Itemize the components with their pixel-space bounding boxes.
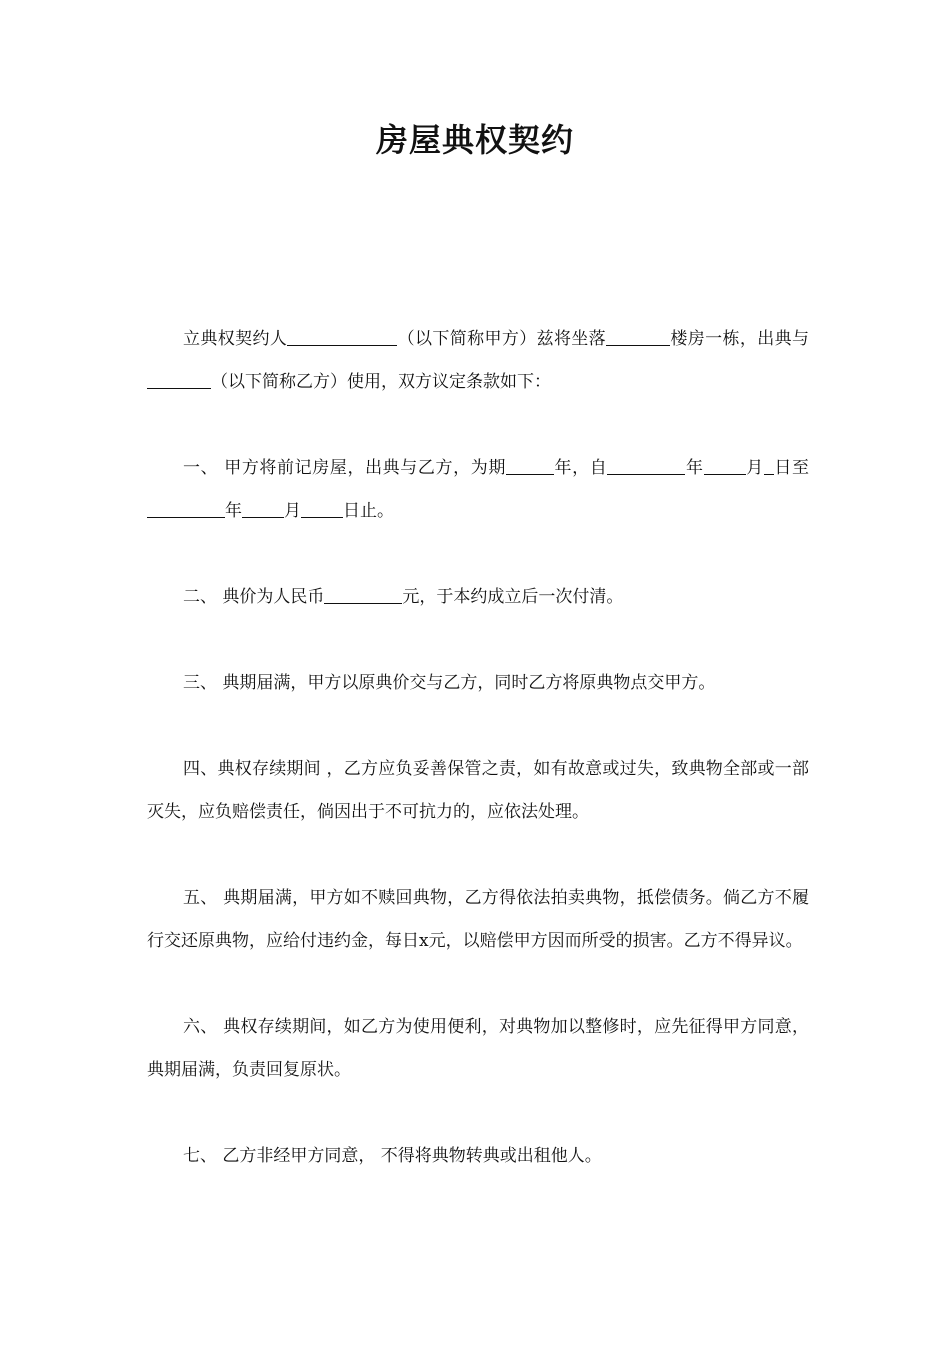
preamble-text-4: （以下简称乙方）使用，双方议定条款如下： <box>211 372 551 392</box>
preamble-text-2: （以下简称甲方）兹将坐落 <box>397 329 607 349</box>
start-year-blank <box>607 457 685 475</box>
clause-1-text-1: 一、 甲方将前记房屋，出典与乙方，为期 <box>183 458 506 478</box>
end-month-blank <box>242 500 284 518</box>
property-location-blank <box>606 328 670 346</box>
preamble-text-1: 立典权契约人 <box>183 329 288 349</box>
clause-1-text-8: 日止。 <box>343 501 394 521</box>
clause-6-paragraph: 六、 典权存续期间，如乙方为使用便利，对典物加以整修时，应先征得甲方同意，典期届满，负责回复原状。 <box>147 1017 809 1080</box>
clause-1-text-6: 年 <box>225 501 242 521</box>
clause-2-text-1: 二、 典价为人民币 <box>183 587 325 607</box>
start-day-blank <box>764 457 774 475</box>
document-body <box>147 318 809 1221</box>
clause-1-paragraph <box>147 447 809 533</box>
party-b-name-blank <box>147 371 211 389</box>
document-title: 房屋典权契约 <box>375 121 574 159</box>
clause-2-text-2: 元，于本约成立后一次付清。 <box>402 587 624 607</box>
clause-1-text-7: 月 <box>284 501 301 521</box>
clause-1-text-2: 年，自 <box>553 458 608 478</box>
party-a-name-blank <box>287 328 397 346</box>
clause-1-text-3: 年 <box>685 458 704 478</box>
price-amount-blank <box>324 586 402 604</box>
term-years-blank <box>506 457 554 475</box>
clause-1-text-5: 日至 <box>773 458 810 478</box>
preamble-text-3: 楼房一栋，出典与 <box>670 329 810 349</box>
clause-2-paragraph <box>147 576 809 619</box>
clause-3-paragraph: 三、 典期届满，甲方以原典价交与乙方，同时乙方将原典物点交甲方。 <box>183 673 716 693</box>
start-month-blank <box>704 457 746 475</box>
clause-1-text-4: 月 <box>745 458 764 478</box>
clause-7-paragraph: 七、 乙方非经甲方同意， 不得将典物转典或出租他人。 <box>183 1146 602 1166</box>
end-year-blank <box>147 500 225 518</box>
end-day-blank <box>301 500 343 518</box>
clause-5-paragraph: 五、 典期届满，甲方如不赎回典物，乙方得依法拍卖典物，抵偿债务。倘乙方不履行交还原典物，应给付违约金，每日x元，以赔偿甲方因而所受的损害。乙方不得异议。 <box>147 888 809 951</box>
preamble-paragraph <box>147 318 809 404</box>
clause-4-paragraph: 四、典权存续期间 ，乙方应负妥善保管之责，如有故意或过失，致典物全部或一部灭失，应负赔偿责任，倘因出于不可抗力的，应依法处理。 <box>147 759 809 822</box>
